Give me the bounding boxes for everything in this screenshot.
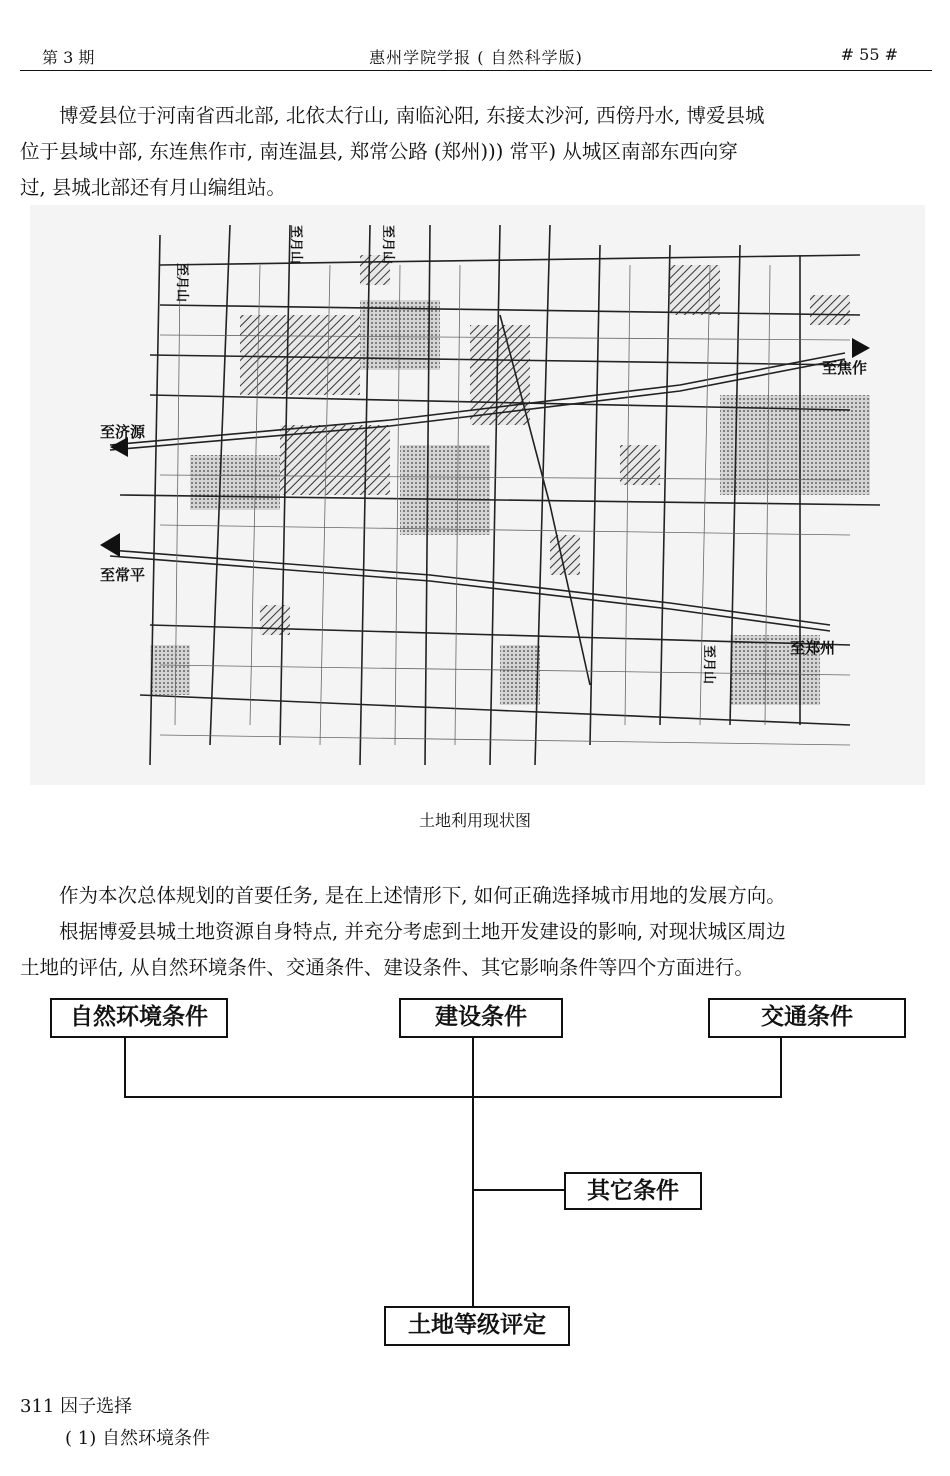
label-to-jiyuan: 至济源 [100,423,146,441]
label-top-b: 至月山 [380,225,395,265]
intro-line-3: 过, 县城北部还有月山编组站。 [20,176,286,199]
body-line-2: 根据博爱县城土地资源自身特点, 并充分考虑到土地开发建设的影响, 对现状城区周边 [59,920,786,943]
box-other-conditions: 其它条件 [564,1172,702,1210]
body-line-1: 作为本次总体规划的首要任务, 是在上述情形下, 如何正确选择城市用地的发展方向。 [59,884,786,907]
page-header [20,40,932,71]
page-number: # 55 # [840,45,898,64]
box-land-grading: 土地等级评定 [384,1306,570,1346]
body-paragraph [20,878,932,986]
label-to-zhengzhou: 至郑州 [790,639,836,657]
box-traffic-conditions: 交通条件 [708,998,906,1038]
box-natural-conditions: 自然环境条件 [50,998,228,1038]
label-top-a: 至月山 [288,225,303,265]
connector-natural [124,1036,126,1098]
connector-other [472,1189,564,1191]
label-top-c: 至月山 [701,645,716,685]
label-to-yueshan: 至月山 [174,263,189,303]
label-to-jiaozuo: 至焦作 [822,359,868,377]
issue-number: 第 3 期 [42,48,95,67]
connector-vertical [472,1036,474,1306]
connector-horizontal [124,1096,782,1098]
body-line-3: 土地的评估, 从自然环境条件、交通条件、建设条件、其它影响条件等四个方面进行。 [20,956,754,979]
intro-line-2: 位于县域中部, 东连焦作市, 南连温县, 郑常公路 (郑州))) 常平) 从城区南部东西向穿 [20,140,738,163]
box-construction-conditions: 建设条件 [399,998,563,1038]
land-use-map [30,205,925,785]
label-to-changping: 至常平 [100,566,146,584]
intro-line-1: 博爱县位于河南省西北部, 北依太行山, 南临沁阳, 东接太沙河, 西傍丹水, 博爱县城 [59,104,765,127]
section-item-1: ( 1) 自然环境条件 [65,1428,210,1449]
figure-caption: 土地利用现状图 [418,811,531,830]
journal-title: 惠州学院学报 ( 自然科学版) [369,48,583,67]
section-heading: 311 因子选择 [20,1396,133,1417]
connector-traffic [780,1036,782,1098]
flowchart [0,990,950,1360]
intro-paragraph [20,98,932,206]
